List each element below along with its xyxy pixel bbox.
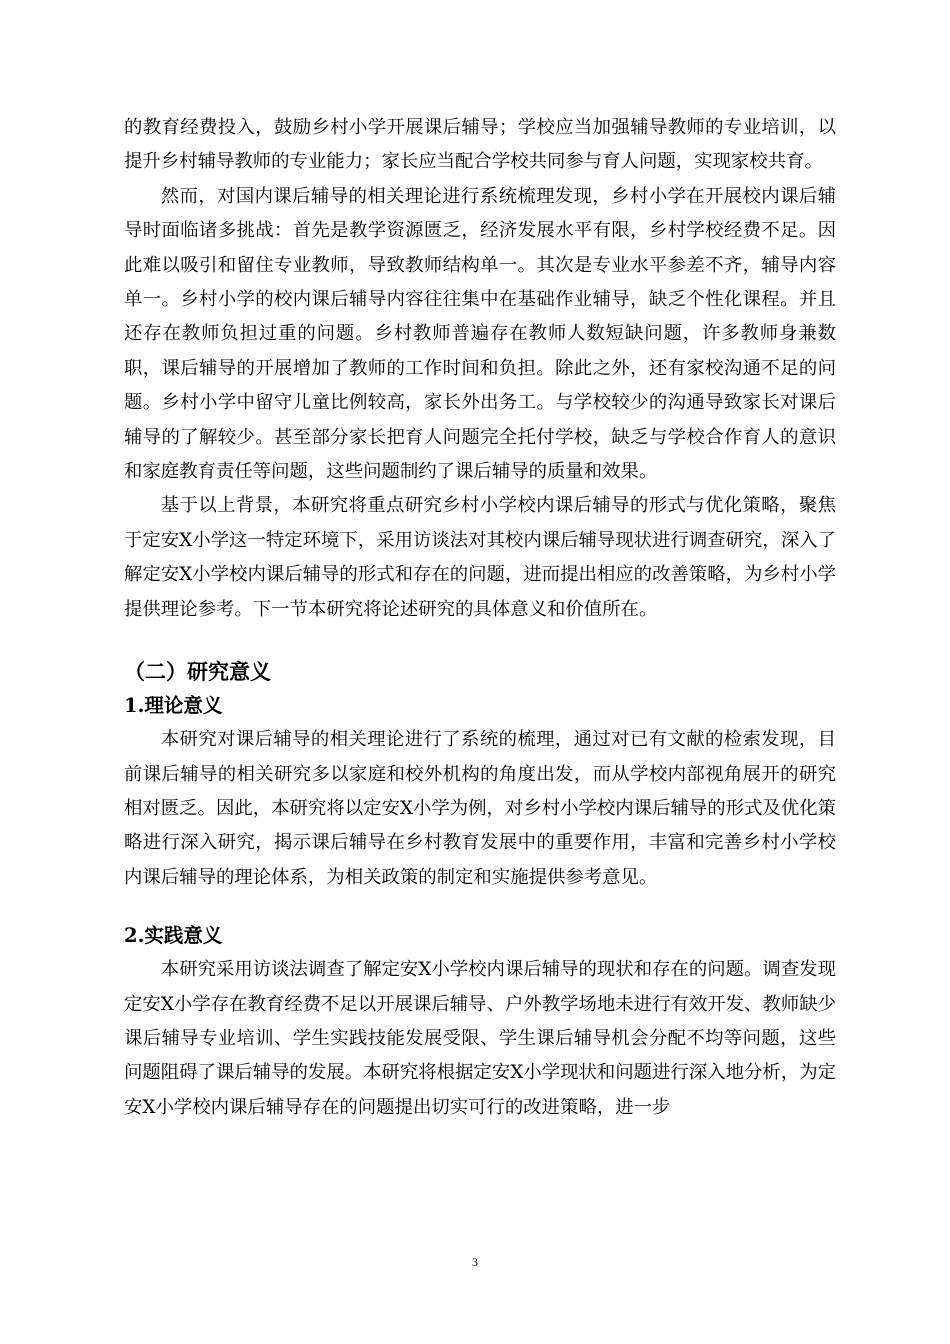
spacer	[124, 627, 836, 655]
paragraph-continued: 的教育经费投入，鼓励乡村小学开展课后辅导；学校应当加强辅导教师的专业培训，以提升乡村辅导教师的专业能力；家长应当配合学校共同参与育人问题，实现家校共育。	[124, 117, 836, 173]
spacer	[124, 895, 836, 919]
page-number: 3	[472, 1255, 478, 1269]
page-body	[124, 111, 836, 1125]
paragraph-challenges: 然而，对国内课后辅导的相关理论进行系统梳理发现，乡村小学在开展校内课后辅导时面临诸多挑战：首先是教学资源匮乏，经济发展水平有限，乡村学校经费不足。因此难以吸引和留住专业教师，导致教师结构单一。其次是专业水平参差不齐，辅导内容单一。乡村小学的校内课后辅导内容往往集中在基础作业辅导，缺乏个性化课程。并且还存在教师负担过重的问题。乡村教师普遍存在教师人数短缺问题，许多教师身兼数职，课后辅导的开展增加了教师的工作时间和负担。除此之外，还有家校沟通不足的问题。乡村小学中留守儿童比例较高，家长外出务工。与学校较少的沟通导致家长对课后辅导的了解较少。甚至部分家长把育人问题完全托付学校，缺乏与学校合作育人的意识和家庭教育责任等问题，这些问题制约了课后辅导的质量和效果。	[124, 185, 836, 483]
paragraph-background-summary: 基于以上背景，本研究将重点研究乡村小学校内课后辅导的形式与优化策略，聚焦于定安X小学这一特定环境下，采用访谈法对其校内课后辅导现状进行调查研究，深入了解定安X小学校内课后辅导的形式和存在的问题，进而提出相应的改善策略，为乡村小学提供理论参考。下一节本研究将论述研究的具体意义和价值所在。	[124, 495, 836, 620]
paragraph-practice: 本研究采用访谈法调查了解定安X小学校内课后辅导的现状和存在的问题。调查发现定安X小学存在教育经费不足以开展课后辅导、户外教学场地未进行有效开发、教师缺少课后辅导专业培训、学生实践技能发展受限、学生课后辅导机会分配不均等问题，这些问题阻碍了课后辅导的发展。本研究将根据定安X小学现状和问题进行深入地分析，为定安X小学校内课后辅导存在的问题提出切实可行的改进策略，进一步	[124, 959, 836, 1118]
subheading-practice: 2.实践意义	[124, 924, 223, 948]
paragraph-theory: 本研究对课后辅导的相关理论进行了系统的梳理，通过对已有文献的检索发现，目前课后辅导的相关研究多以家庭和校外机构的角度出发，而从学校内部视角展开的研究相对匮乏。因此，本研究将以定安X小学为例，对乡村小学校内课后辅导的形式及优化策略进行深入研究，揭示课后辅导在乡村教育发展中的重要作用，丰富和完善乡村小学校内课后辅导的理论体系，为相关政策的制定和实施提供参考意见。	[124, 729, 836, 888]
section-heading-significance: （二）研究意义	[124, 659, 271, 685]
subheading-theory: 1.理论意义	[124, 694, 223, 718]
